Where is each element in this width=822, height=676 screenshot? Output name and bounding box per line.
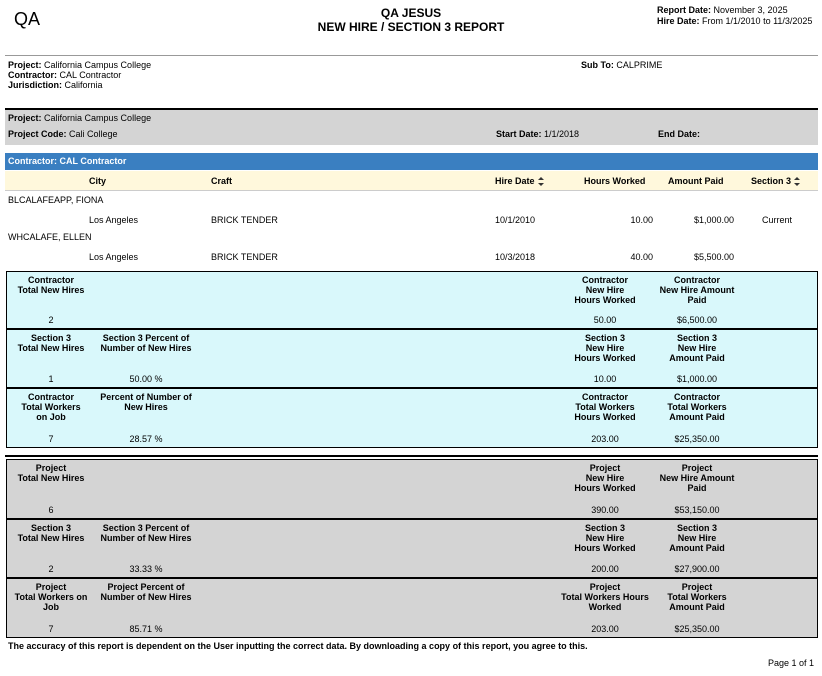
summary-left-value: 2: [48, 315, 54, 325]
summary-amount-value: $25,350.00: [674, 434, 720, 444]
summary-hours-label: Section 3 New Hire Hours Worked: [574, 523, 636, 553]
summary-mid-label: Project Percent of Number of New Hires: [100, 582, 192, 602]
summary-left-value: 7: [48, 624, 54, 634]
summary-block: [6, 271, 818, 329]
column-section3-label: Section 3: [751, 176, 792, 186]
employee-craft: BRICK TENDER: [211, 252, 278, 262]
jurisdiction-label: Jurisdiction:: [8, 80, 63, 90]
contractor-bar: [5, 153, 818, 170]
summary-mid-label: Percent of Number of New Hires: [100, 392, 192, 412]
summary-amount-value: $53,150.00: [674, 505, 720, 515]
project-box-name: California Campus College: [44, 113, 152, 123]
sub-to: [581, 60, 662, 70]
contractor-bar-name: CAL Contractor: [59, 156, 127, 166]
logo: QA: [14, 9, 41, 29]
sub-to-label: Sub To:: [581, 60, 614, 70]
summary-left-value: 2: [48, 564, 54, 574]
column-craft: Craft: [211, 176, 233, 186]
table-row: [0, 215, 822, 227]
employee-name: WHCALAFE, ELLEN: [8, 232, 92, 242]
employee-craft: BRICK TENDER: [211, 215, 278, 225]
column-section3[interactable]: [751, 176, 800, 186]
contractor-name: CAL Contractor: [59, 70, 122, 80]
summary-amount-value: $27,900.00: [674, 564, 720, 574]
sort-icon[interactable]: [794, 177, 800, 186]
summary-hours-value: 203.00: [591, 434, 619, 444]
summary-mid-value: 28.57 %: [129, 434, 163, 444]
summary-left-label: Project Total Workers on Job: [14, 582, 88, 612]
report-dates: [657, 5, 812, 27]
report-title: QA JESUS: [380, 6, 442, 20]
summary-mid-label: Section 3 Percent of Number of New Hires: [100, 523, 192, 543]
info-block: [8, 60, 151, 90]
jurisdiction: California: [64, 80, 103, 90]
summary-hours-value: 10.00: [593, 374, 617, 384]
column-amount-paid: Amount Paid: [668, 176, 724, 186]
summary-hours-value: 200.00: [591, 564, 619, 574]
employee-amount: $5,500.00: [693, 252, 734, 262]
employee-hire-date: 10/1/2010: [495, 215, 536, 225]
employee-section3: Current: [762, 215, 793, 225]
summary-amount-label: Contractor New Hire Amount Paid: [659, 275, 735, 305]
sort-icon[interactable]: [538, 177, 544, 186]
summary-block: [6, 578, 818, 638]
summary-left-label: Contractor Total Workers on Job: [21, 392, 81, 422]
divider: [5, 455, 818, 457]
employee-amount: $1,000.00: [693, 215, 734, 225]
report-date: November 3, 2025: [713, 5, 788, 15]
summary-amount-label: Contractor Total Workers Amount Paid: [667, 392, 727, 422]
summary-block: [6, 388, 818, 448]
summary-left-value: 1: [48, 374, 54, 384]
column-city: City: [89, 176, 107, 186]
divider: [5, 55, 818, 56]
employee-hours: 10.00: [630, 215, 653, 225]
summary-mid-value: 50.00 %: [129, 374, 163, 384]
project-label: Project:: [8, 60, 42, 70]
report-subtitle: NEW HIRE / SECTION 3 REPORT: [317, 20, 505, 34]
project-name: California Campus College: [44, 60, 152, 70]
column-header-row: [5, 171, 818, 190]
project-code: Cali College: [69, 129, 118, 139]
column-hire-date[interactable]: [495, 176, 544, 186]
employee-city: Los Angeles: [89, 215, 139, 225]
contractor-label: Contractor:: [8, 70, 57, 80]
column-hire-date-label: Hire Date: [495, 176, 535, 186]
summary-hours-value: 203.00: [591, 624, 619, 634]
summary-hours-label: Contractor New Hire Hours Worked: [574, 275, 636, 305]
summary-amount-value: $25,350.00: [674, 624, 720, 634]
disclaimer: The accuracy of this report is dependent on the User inputting the correct data. By downloading a copy of this report, you agree to this.: [8, 641, 588, 651]
summary-left-value: 6: [48, 505, 54, 515]
summary-hours-label: Contractor Total Workers Hours Worked: [574, 392, 636, 422]
summary-block: [6, 329, 818, 388]
project-code-label: Project Code:: [8, 129, 67, 139]
summary-left-label: Section 3 Total New Hires: [17, 333, 85, 353]
summary-mid-value: 33.33 %: [129, 564, 163, 574]
project-box-label: Project:: [8, 113, 42, 123]
divider: [5, 190, 818, 191]
summary-amount-label: Project Total Workers Amount Paid: [667, 582, 727, 612]
start-date-label: Start Date:: [496, 129, 542, 139]
summary-left-label: Project Total New Hires: [17, 463, 85, 483]
employee-city: Los Angeles: [89, 252, 139, 262]
summary-block: [6, 459, 818, 519]
employee-hire-date: 10/3/2018: [495, 252, 536, 262]
summary-mid-label: Section 3 Percent of Number of New Hires: [100, 333, 192, 353]
summary-left-label: Contractor Total New Hires: [17, 275, 85, 295]
project-box: [5, 110, 818, 145]
summary-left-value: 7: [48, 434, 54, 444]
hire-date-label: Hire Date:: [657, 16, 700, 26]
summary-block: [6, 519, 818, 578]
table-row: [0, 252, 822, 264]
summary-left-label: Section 3 Total New Hires: [17, 523, 85, 543]
summary-hours-value: 50.00: [593, 315, 617, 325]
summary-hours-label: Section 3 New Hire Hours Worked: [574, 333, 636, 363]
page-number: Page 1 of 1: [768, 658, 815, 668]
start-date: 1/1/2018: [544, 129, 580, 139]
summary-hours-label: Project Total Workers Hours Worked: [561, 582, 649, 612]
summary-hours-value: 390.00: [591, 505, 619, 515]
summary-amount-value: $6,500.00: [676, 315, 718, 325]
column-hours-worked: Hours Worked: [584, 176, 646, 186]
summary-amount-value: $1,000.00: [676, 374, 718, 384]
contractor-bar-label: Contractor:: [8, 156, 57, 166]
summary-amount-label: Section 3 New Hire Amount Paid: [669, 333, 725, 363]
summary-amount-label: Section 3 New Hire Amount Paid: [669, 523, 725, 553]
summary-hours-label: Project New Hire Hours Worked: [574, 463, 636, 493]
end-date-label: End Date:: [658, 129, 701, 139]
summary-amount-label: Project New Hire Amount Paid: [659, 463, 735, 493]
summary-mid-value: 85.71 %: [129, 624, 163, 634]
employee-name: BLCALAFEAPP, FIONA: [8, 195, 104, 205]
hire-date-range: From 1/1/2010 to 11/3/2025: [702, 16, 813, 26]
sub-to-value: CALPRIME: [616, 60, 663, 70]
employee-hours: 40.00: [630, 252, 653, 262]
report-date-label: Report Date:: [657, 5, 712, 15]
